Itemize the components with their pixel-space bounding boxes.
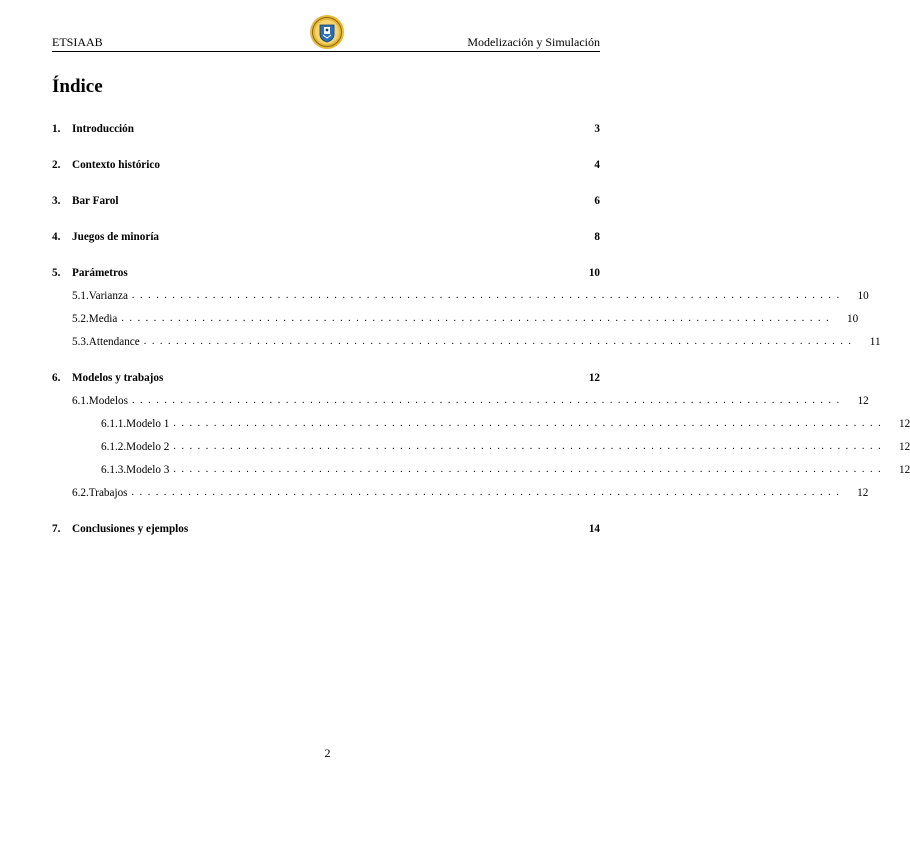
toc-number: 5.1. bbox=[72, 289, 89, 302]
toc-entry-contexto-historico[interactable] bbox=[52, 153, 600, 176]
toc-entry-modelo-1[interactable] bbox=[52, 412, 910, 435]
toc-entry-modelos[interactable] bbox=[52, 389, 869, 412]
toc-page: 12 bbox=[588, 371, 600, 384]
toc-leader-dots: ........................................................................................ bbox=[131, 487, 845, 498]
toc-leader-dots: ........................................................................................ bbox=[173, 464, 887, 475]
toc-entry-modelo-3[interactable] bbox=[52, 458, 910, 481]
toc-number: 1. bbox=[52, 122, 61, 135]
toc-leader-dots: ........................................................................................ bbox=[173, 441, 887, 452]
toc-leader-dots: ........................................................................................ bbox=[143, 336, 857, 347]
toc-number: 3. bbox=[52, 194, 61, 207]
toc-number: 7. bbox=[52, 522, 61, 535]
university-seal-icon bbox=[309, 14, 345, 50]
toc-leader-dots: ........................................................................................ bbox=[173, 418, 887, 429]
toc-entry-modelos-y-trabajos[interactable] bbox=[52, 366, 600, 389]
toc-entry-media[interactable] bbox=[52, 307, 859, 330]
toc-number: 6.1.2. bbox=[101, 440, 127, 453]
toc-leader-dots: ........................................................................................ bbox=[121, 313, 835, 324]
toc-label: Introducción bbox=[72, 122, 134, 135]
toc-number: 4. bbox=[52, 230, 61, 243]
toc-entry-modelo-2[interactable] bbox=[52, 435, 910, 458]
toc-page: 11 bbox=[869, 335, 881, 348]
toc-page: 12 bbox=[857, 394, 869, 407]
toc-label: Attendance bbox=[88, 335, 140, 348]
toc-entry-conclusiones-y-ejemplos[interactable] bbox=[52, 517, 600, 540]
toc-label: Trabajos bbox=[88, 486, 128, 499]
toc-entry-juegos-de-minoria[interactable] bbox=[52, 225, 600, 248]
toc-page: 12 bbox=[899, 440, 910, 453]
toc-page: 10 bbox=[588, 266, 600, 279]
toc-label: Modelos bbox=[88, 394, 128, 407]
toc-label: Media bbox=[88, 312, 118, 325]
toc-number: 6.1. bbox=[72, 394, 89, 407]
page-number: 2 bbox=[324, 746, 331, 760]
toc-page: 12 bbox=[899, 463, 910, 476]
toc-page: 10 bbox=[847, 312, 859, 325]
toc-entry-trabajos[interactable] bbox=[52, 481, 869, 504]
toc-number: 6.2. bbox=[72, 486, 89, 499]
toc-number: 2. bbox=[52, 158, 61, 171]
toc-page: 10 bbox=[857, 289, 869, 302]
toc-number: 5.3. bbox=[72, 335, 89, 348]
toc-label: Varianza bbox=[88, 289, 128, 302]
toc-entry-introduccion[interactable] bbox=[52, 117, 600, 140]
toc-leader-dots: ........................................................................................ bbox=[131, 395, 845, 406]
toc-label: Juegos de minoría bbox=[72, 230, 160, 243]
toc-label: Conclusiones y ejemplos bbox=[72, 522, 189, 535]
toc-number: 5.2. bbox=[72, 312, 89, 325]
toc-number: 6.1.3. bbox=[101, 463, 127, 476]
table-of-contents bbox=[52, 117, 910, 540]
toc-number: 6. bbox=[52, 371, 61, 384]
toc-entry-bar-farol[interactable] bbox=[52, 189, 600, 212]
toc-label: Modelos y trabajos bbox=[72, 371, 164, 384]
toc-number: 6.1.1. bbox=[101, 417, 127, 430]
toc-entry-varianza[interactable] bbox=[52, 284, 869, 307]
toc-number: 5. bbox=[52, 266, 61, 279]
toc-page: 14 bbox=[588, 522, 600, 535]
toc-label: Parámetros bbox=[72, 266, 128, 279]
toc-entry-parametros[interactable] bbox=[52, 261, 600, 284]
toc-page: 12 bbox=[857, 486, 869, 499]
toc-page: 4 bbox=[594, 158, 600, 171]
toc-label: Contexto histórico bbox=[72, 158, 160, 171]
header-right: Modelización y Simulación bbox=[467, 35, 600, 49]
toc-page: 8 bbox=[594, 230, 600, 243]
toc-page: 6 bbox=[594, 194, 600, 207]
toc-label: Bar Farol bbox=[72, 194, 119, 207]
toc-page: 3 bbox=[594, 122, 600, 135]
toc-label: Modelo 1 bbox=[126, 417, 170, 430]
toc-label: Modelo 2 bbox=[126, 440, 170, 453]
toc-label: Modelo 3 bbox=[126, 463, 170, 476]
toc-entry-attendance[interactable] bbox=[52, 330, 881, 353]
header-left: ETSIAAB bbox=[52, 35, 103, 49]
toc-title: Índice bbox=[52, 76, 103, 97]
toc-page: 12 bbox=[899, 417, 910, 430]
toc-leader-dots: ........................................................................................ bbox=[131, 290, 845, 301]
